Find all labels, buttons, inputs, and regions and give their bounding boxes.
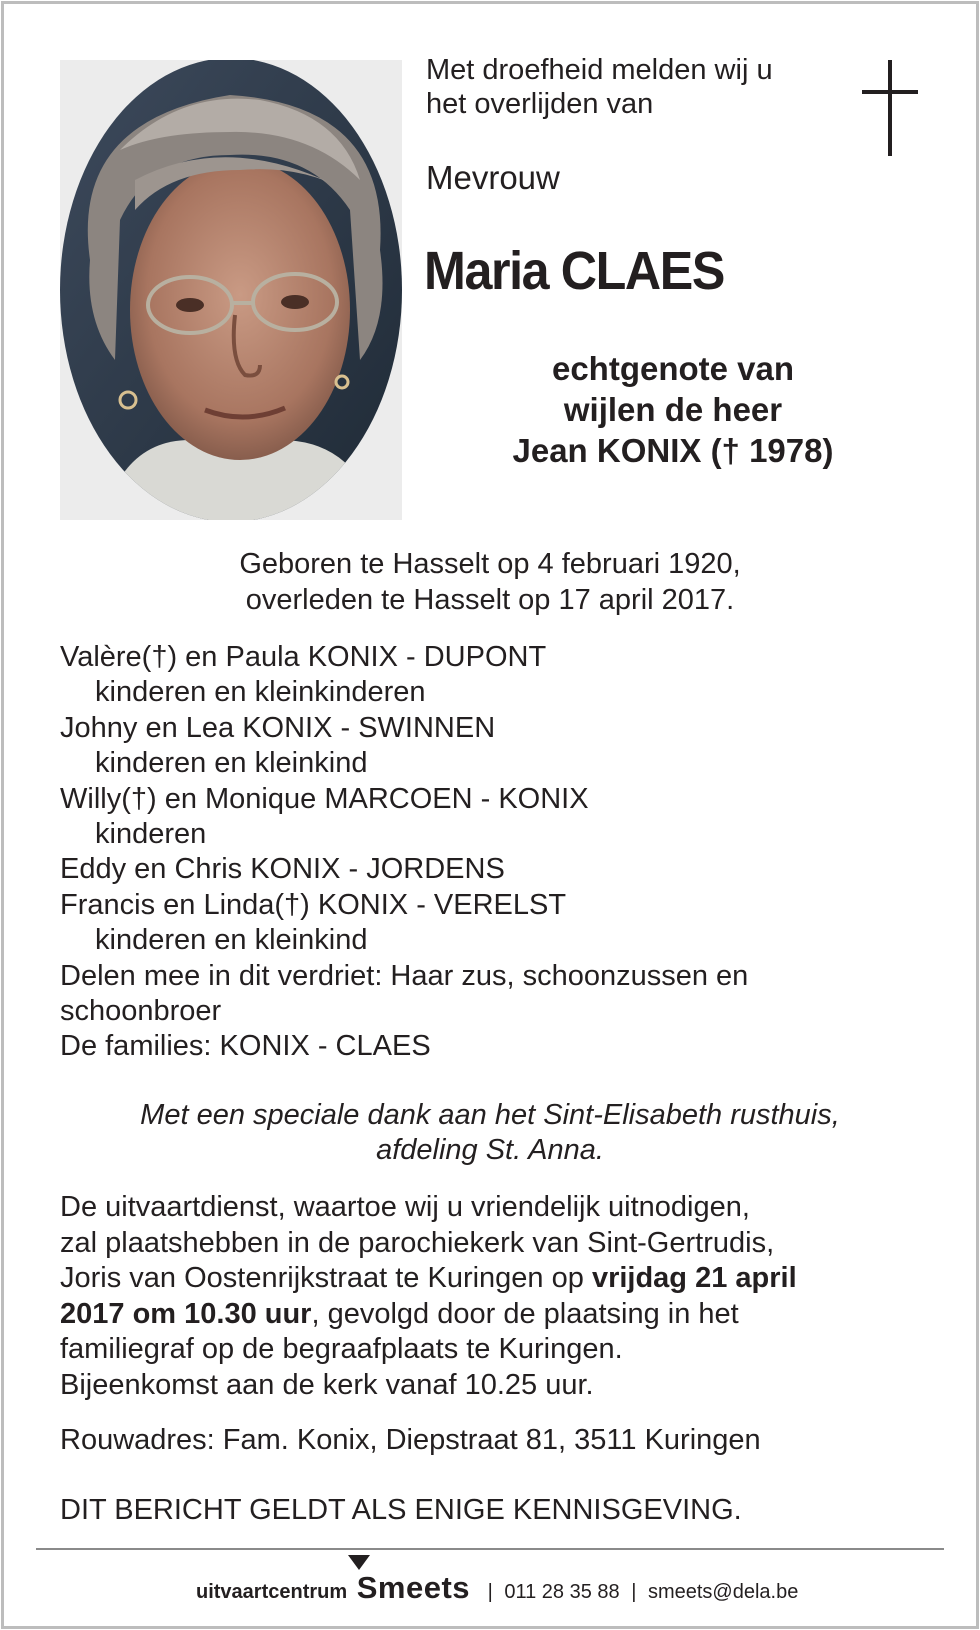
death-line: overleden te Hasselt op 17 april 2017. [245,584,735,616]
family-line: Valère(†) en Paula KONIX - DUPONT [60,641,547,673]
service-date: vrijdag 21 april [591,1262,797,1294]
separator: | [631,1581,637,1603]
spouse-line: echtgenote van [551,350,795,387]
spouse-block [418,348,928,471]
thanks-line: afdeling St. Anna. [376,1134,604,1166]
family-line: kinderen en kleinkind [95,747,368,780]
footer-phone: 011 28 35 88 [504,1581,620,1603]
intro-line: het overlijden van [426,88,654,120]
footer [196,1570,798,1606]
family-line: Willy(†) en Monique MARCOEN - KONIX [60,782,589,815]
family-line: Delen mee in dit verdriet: Haar zus, schoonzussen en [60,959,749,992]
intro-line: Met droefheid melden wij u [426,54,773,86]
intro-text [426,53,846,121]
mourning-address: Rouwadres: Fam. Konix, Diepstraat 81, 3511 Kuringen [60,1424,761,1456]
spouse-line: wijlen de heer [563,391,783,428]
family-line: kinderen [95,818,207,851]
notice-text: DIT BERICHT GELDT ALS ENIGE KENNISGEVING. [60,1494,742,1526]
birth-line: Geboren te Hasselt op 4 februari 1920, [239,548,741,580]
service-line: De uitvaartdienst, waartoe wij u vriendelijk uitnodigen, [60,1191,750,1223]
service-text: , gevolgd door de plaatsing in het [311,1297,739,1330]
life-dates [60,546,920,618]
service-line [60,1261,890,1297]
service-text: Joris van Oostenrijkstraat te Kuringen op [60,1262,592,1294]
service-line: familiegraf op de begraafplaats te Kuringen. [60,1333,623,1365]
spouse-line: Jean KONIX († 1978) [512,432,834,469]
thanks-note [60,1098,920,1168]
honorific: Mevrouw [426,159,560,196]
portrait-photo [60,60,402,520]
family-line: Johny en Lea KONIX - SWINNEN [60,711,496,744]
separator: | [487,1581,493,1603]
family-line: De families: KONIX - CLAES [60,1030,431,1063]
family-list [60,640,920,1065]
funeral-service-text [60,1190,890,1403]
service-time: 2017 om 10.30 uur [60,1297,312,1330]
family-line: kinderen en kleinkinderen [95,676,426,709]
service-line [60,1297,890,1333]
family-line: Eddy en Chris KONIX - JORDENS [60,853,505,886]
deceased-name: Maria CLAES [424,241,725,301]
footer-prefix: uitvaartcentrum [196,1581,348,1603]
family-line: Francis en Linda(†) KONIX - VERELST [60,888,567,921]
footer-divider [36,1548,944,1550]
service-line: zal plaatshebben in de parochiekerk van Sint-Gertrudis, [60,1226,775,1259]
funeral-home-logo: Smeets [356,1570,471,1605]
thanks-line: Met een speciale dank aan het Sint-Elisabeth rusthuis, [140,1099,840,1131]
service-line: Bijeenkomst aan de kerk vanaf 10.25 uur. [60,1368,594,1401]
family-line: schoonbroer [60,995,222,1028]
footer-email: smeets@dela.be [647,1581,799,1603]
family-line: kinderen en kleinkind [95,924,368,957]
cross-icon [862,60,920,161]
